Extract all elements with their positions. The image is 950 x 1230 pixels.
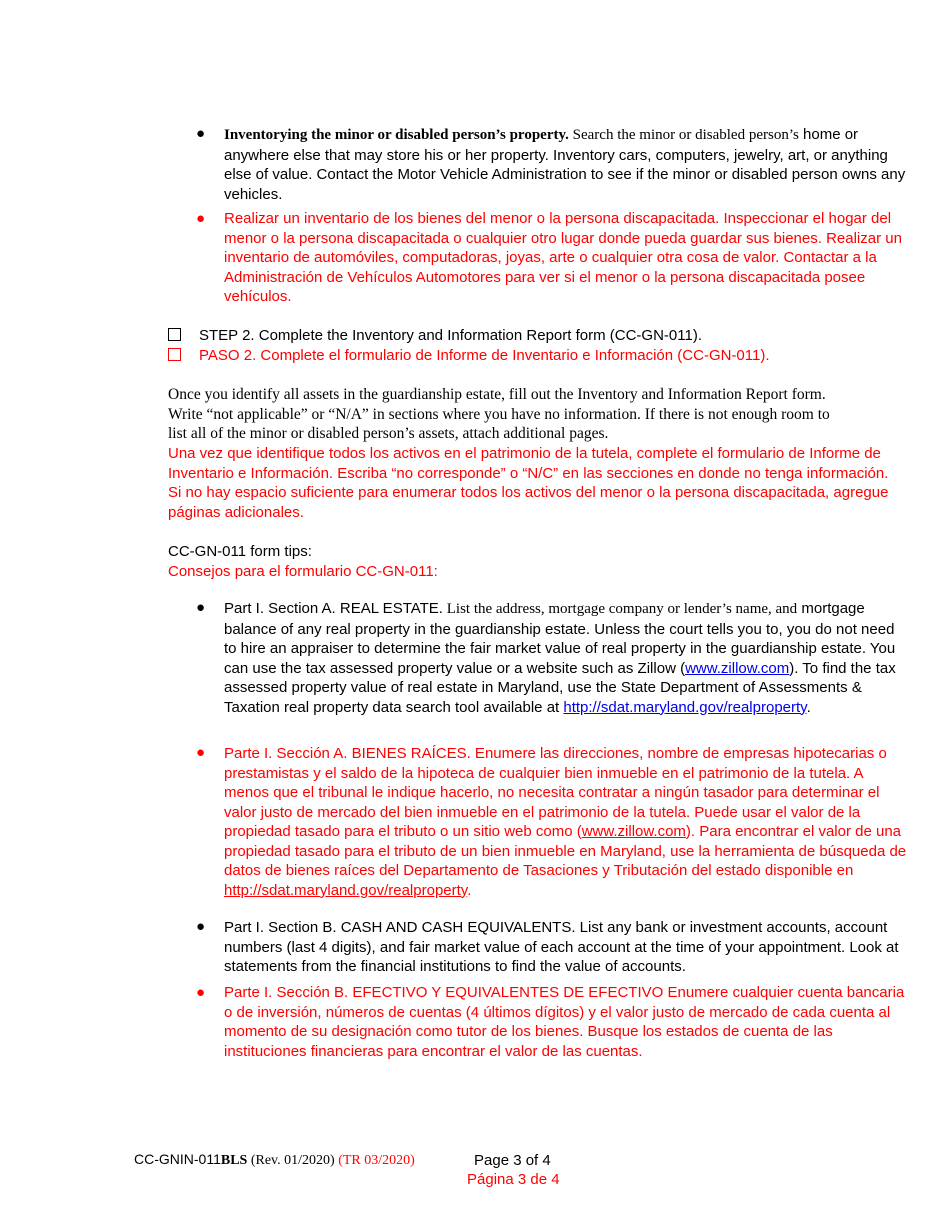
part-b-en: Part I. Section B. CASH AND CASH EQUIVALENTS. List any bank or investment accounts, account numbers (last 4 digits), and fair market value of each account at the time of your appointment. Look at statements from the financial institutions to find the value of accounts.	[224, 919, 899, 975]
part-b-es: Parte I. Sección B. EFECTIVO Y EQUIVALENTES DE EFECTIVO Enumere cualquier cuenta bancaria o de inversión, números de cuentas (4 últimos dígitos) y el valor justo de mercado de cada cuenta al momento de su designación como tutor de los bienes. Busque los estados de cuenta de las instituciones financieras para encontrar el valor de las cuentas.	[224, 984, 905, 1060]
paragraph-en: Once you identify all assets in the guardianship estate, fill out the Inventory and Information Report form. Write “not applicable” or “N/A” in sections where you have no information. If there is not enough room to list all of the minor or disabled person’s assets, attach additional pages.	[168, 386, 830, 442]
tips-heading-en: CC-GN-011 form tips:	[168, 543, 312, 560]
footer-page-en: Page 3 of 4	[474, 1152, 551, 1169]
tips-heading-es: Consejos para el formulario CC-GN-011:	[168, 563, 438, 580]
part-a-es: Parte I. Sección A. BIENES RAÍCES. Enumere las direcciones, nombre de empresas hipotecarias o prestamistas y el saldo de la hipoteca de cualquier bien inmueble en el patrimonio de la tutela. A menos que el tribunal le indique hacerlo, no necesita contratar a ningún tasador para determinar el valor justo de mercado del bien inmueble en el patrimonio de la tutela. Puede usar el valor de la propiedad tasado para el tributo o un sitio web como (www.zillow.com). Para encontrar el valor de una propiedad tasado para el tributo de un bien inmueble en Maryland, use la herramienta de búsqueda de datos de bienes raíces del Departamento de Tasaciones y Tributación del estado disponible en http://sdat.maryland.gov/realproperty.	[224, 745, 907, 899]
zillow-link-es[interactable]: www.zillow.com	[581, 823, 686, 840]
bullet-dot: ●	[196, 210, 206, 227]
sdat-link[interactable]: http://sdat.maryland.gov/realproperty	[563, 698, 807, 716]
bullet-dot: ●	[196, 984, 206, 1001]
bullet-inventory-en: Inventorying the minor or disabled person’s property. Search the minor or disabled person’s home or anywhere else that may store his or her property. Inventory cars, computers, jewelry, art, or anything else of value. Contact the Motor Vehicle Administration to see if the minor or disabled person owns any vehicles.	[224, 126, 906, 203]
zillow-link[interactable]: www.zillow.com	[685, 659, 790, 677]
paragraph-es: Una vez que identifique todos los activos en el patrimonio de la tutela, complete el formulario de Informe de Inventario e Información. Escriba “no corresponde” o “N/C” en las secciones en donde no tenga información. Si no hay espacio suficiente para enumerar todos los activos del menor o la persona discapacitada, agregue páginas adicionales.	[168, 445, 889, 521]
bullet-inventory-es: Realizar un inventario de los bienes del menor o la persona discapacitada. Inspeccionar el hogar del menor o la persona discapacitada o cualquier otro lugar donde pueda guardar sus bienes. Realizar un inventario de automóviles, computadoras, joyas, arte o cualquier otra cosa de valor. Contactar a la Administración de Vehículos Automotores para ver si el menor o la persona discapacitada posee vehículos.	[224, 210, 902, 305]
step2-en: STEP 2. Complete the Inventory and Information Report form (CC-GN-011).	[168, 326, 702, 346]
bullet-dot: ●	[196, 125, 206, 142]
part-a-en: Part I. Section A. REAL ESTATE. List the address, mortgage company or lender’s name, and mortgage balance of any real property in the guardianship estate. Unless the court tells you to, you do not need to hire an appraiser to determine the fair market value of real property in the guardianship estate. You can use the tax assessed property value or a website such as Zillow (www.zillow.com). To find the tax assessed property value of real estate in Maryland, use the State Department of Assessments & Taxation real property data search tool available at http://sdat.maryland.gov/realproperty.	[224, 600, 896, 716]
footer-page-es: Página 3 de 4	[467, 1171, 560, 1188]
step2-es: PASO 2. Complete el formulario de Informe de Inventario e Información (CC-GN-011).	[168, 346, 770, 366]
footer-form-id: CC-GNIN-011BLS (Rev. 01/2020) (TR 03/2020)	[134, 1151, 415, 1168]
bullet-dot: ●	[196, 918, 206, 935]
sdat-link-es[interactable]: http://sdat.maryland.gov/realproperty	[224, 881, 468, 899]
bullet-dot: ●	[196, 744, 206, 761]
bullet-dot: ●	[196, 599, 206, 616]
bullet-heading: Inventorying the minor or disabled person’s property.	[224, 127, 569, 143]
checkbox-icon[interactable]	[168, 328, 181, 341]
checkbox-icon[interactable]	[168, 348, 181, 361]
